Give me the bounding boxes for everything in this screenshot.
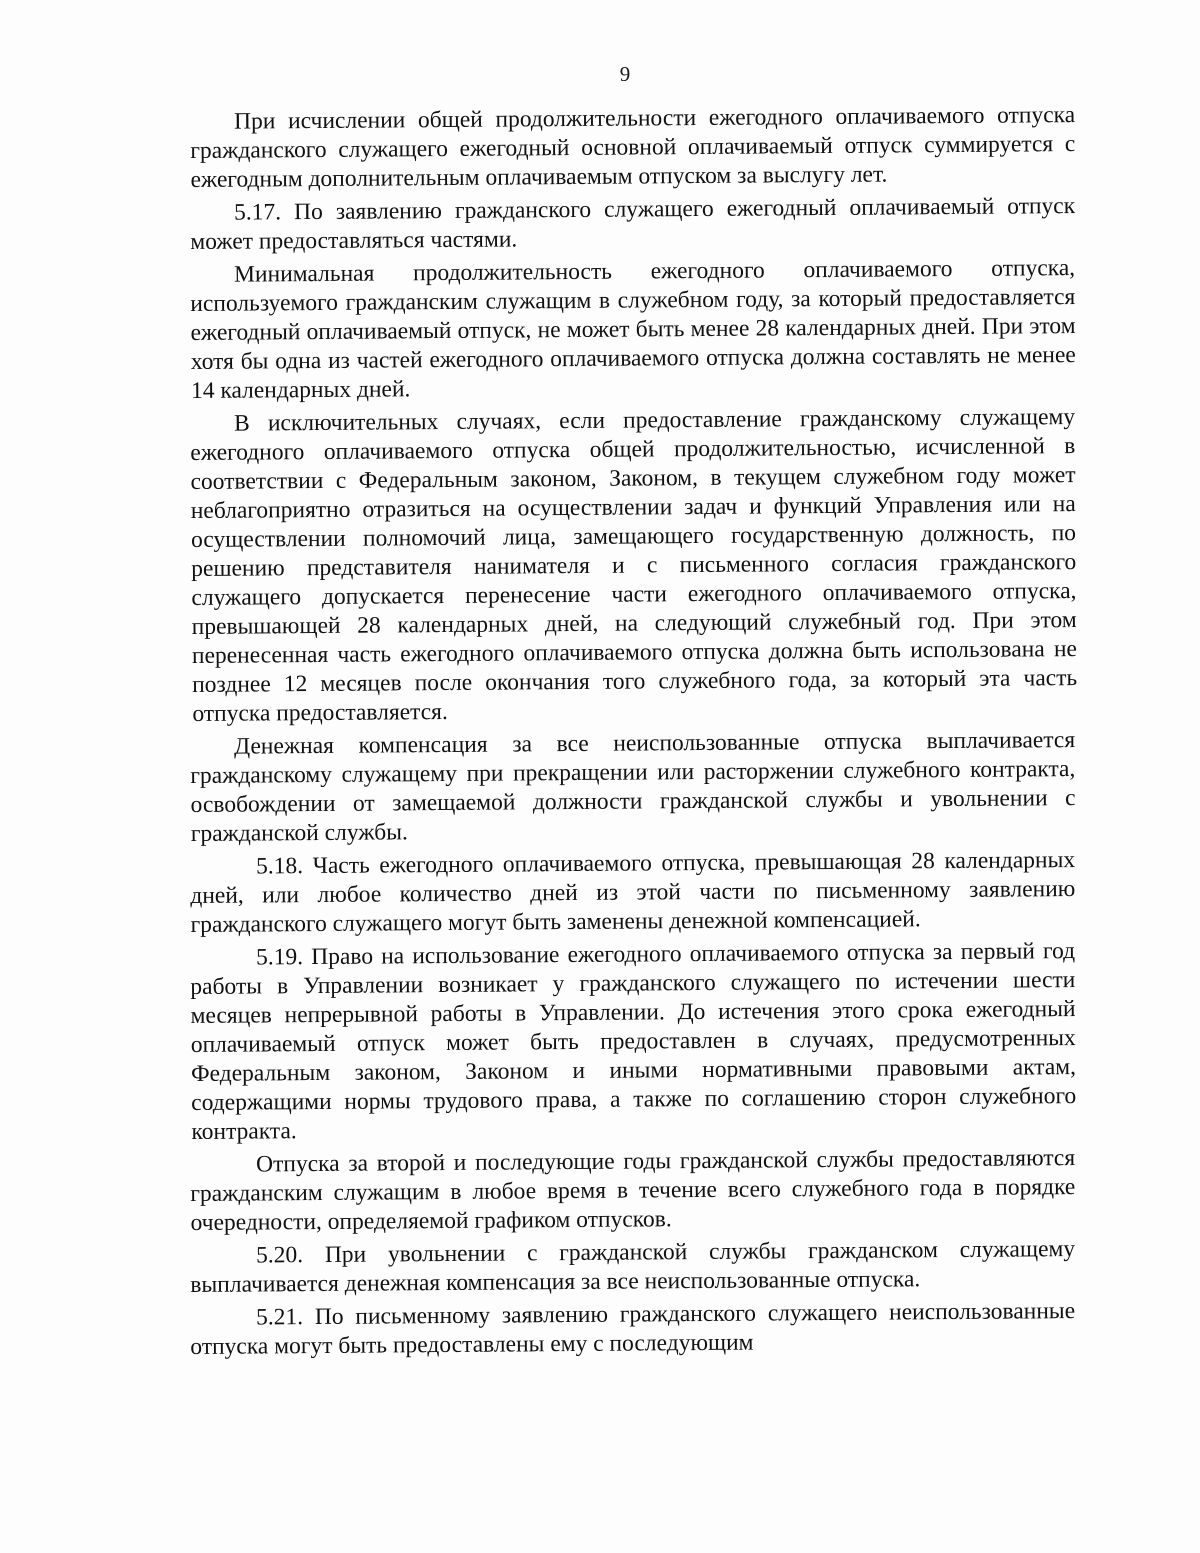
paragraph-5-19: 5.19. Право на использование ежегодного оплачиваемого отпуска за первый год работы в Управлении возникает у гражданского служащего по истечении шести месяцев непрерывной работы в Управлении. До истечения этого срока ежегодный оплачиваемый отпуск может быть предоставлен в случаях, предусмотренных Федеральным законом, Законом и иными нормативными правовыми актам, содержащими нормы трудового права, а также по соглашению сторон служебного контракта.: [190, 938, 1077, 1145]
paragraph-total-leave: При исчислении общей продолжительности ежегодного оплачиваемого отпуска гражданского служащего ежегодный основной оплачиваемый отпуск суммируется с ежегодным дополнительным оплачиваемым отпуском за выслугу лет.: [190, 102, 1076, 193]
paragraph-minimum-duration: Минимальная продолжительность ежегодного оплачиваемого отпуска, используемого гражданским служащим в служебном году, за который предоставляется ежегодный оплачиваемый отпуск, не может быть менее 28 календарных дней. При этом хотя бы одна из частей ежегодного оплачиваемого отпуска должна составлять не менее 14 календарных дней.: [190, 255, 1076, 404]
paragraph-exceptional-cases: В исключительных случаях, если предоставление гражданскому служащему ежегодного оплачиваемого отпуска общей продолжительностью, исчисленной в соответствии с Федеральным законом, Законом, в текущем служебном году может неблагоприятно отразиться на осуществлении задач и функций Управления или на осуществлении полномочий лица, замещающего государственную должность, по решению представителя нанимателя и с письменного согласия гражданского служащего допускается перенесение части ежегодного оплачиваемого отпуска, превышающей 28 календарных дней, на следующий служебный год. При этом перенесенная часть ежегодного оплачиваемого отпуска должна быть использована не позднее 12 месяцев после окончания того служебного года, за который эта часть отпуска предоставляется.: [190, 404, 1078, 727]
paragraph-5-21: 5.21. По письменному заявлению гражданского служащего неиспользованные отпуска могут быть предоставлены ему с последующим: [190, 1298, 1076, 1360]
document-body: [190, 102, 1078, 1366]
paragraph-monetary-compensation: Денежная компенсация за все неиспользованные отпуска выплачивается гражданскому служащему при прекращении или расторжении служебного контракта, освобождении от замещаемой должности гражданской службы и увольнении с гражданской службы.: [190, 727, 1076, 847]
paragraph-5-20: 5.20. При увольнении с гражданской службы гражданском служащему выплачивается денежная компенсация за все неиспользованные отпуска.: [190, 1236, 1076, 1298]
paragraph-5-17: 5.17. По заявлению гражданского служащего ежегодный оплачиваемый отпуск может предоставляться частями.: [190, 193, 1076, 255]
paragraph-subsequent-years: Отпуска за второй и последующие годы гражданской службы предоставляются гражданским служащим в любое время в течение всего служебного года в порядке очередности, определяемой графиком отпусков.: [190, 1145, 1076, 1236]
page-number: 9: [619, 62, 631, 86]
paragraph-5-18: 5.18. Часть ежегодного оплачиваемого отпуска, превышающая 28 календарных дней, или любое количество дней из этой части по письменному заявлению гражданского служащего могут быть заменены денежной компенсацией.: [190, 847, 1076, 938]
